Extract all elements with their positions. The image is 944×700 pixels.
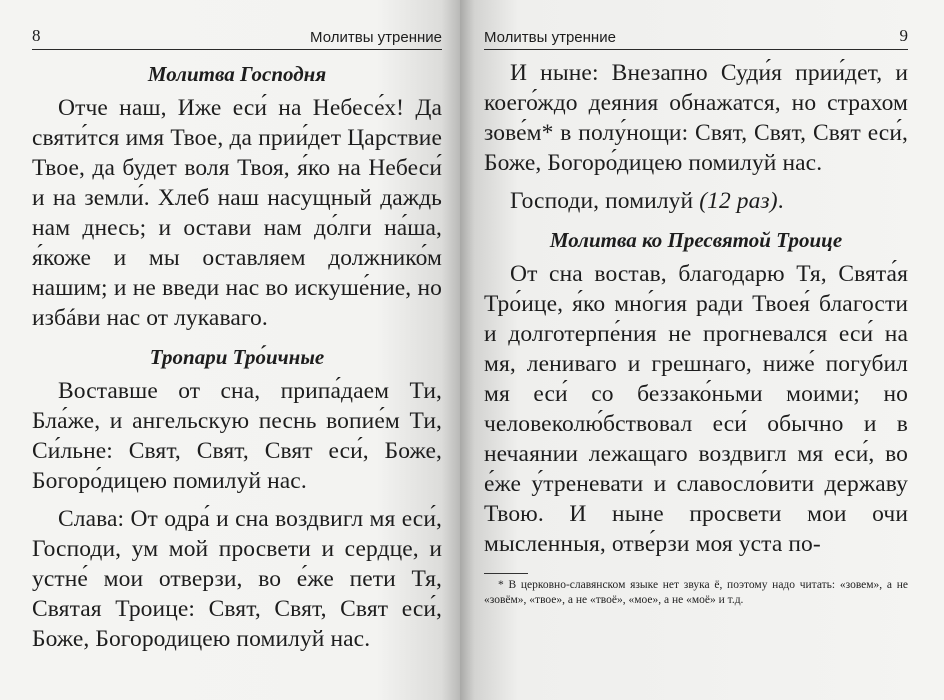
right-page-header (484, 26, 908, 50)
intro-paragraph: И ныне: Внезапно Суди́я прии́дет, и коего́ждо деяния обнажатся, но страхом зове́м* в полу́нощи: Свят, Свят, Свят еси́, Боже, Богоро́дицею помилуй нас. (484, 60, 908, 176)
section-title-troparia: Тропари Тро́ичные (149, 345, 325, 369)
kyrie-count: (12 раз) (699, 188, 778, 214)
lords-prayer-text: Отче наш, Иже еси́ на Небесе́х! Да святи́тся имя Твое, да прии́дет Царствие Твое, да будет воля Твоя, я́ко на Небеси́ и на земли́. Хлеб наш насущный даждь нам днесь; и остави нам до́лги на́ша, я́коже и мы оставляем должнико́м нашим; и не введи нас во искуше́ние, но избáви нас от лукаваго. (32, 95, 442, 331)
section-title-lords-prayer: Молитва Господня (147, 62, 327, 86)
right-page (460, 0, 944, 700)
kyrie-end: . (777, 188, 784, 214)
left-page-header (32, 26, 442, 50)
page-number-right: 9 (899, 26, 908, 45)
running-head-right: Молитвы утренние (484, 29, 616, 46)
footnote: * В церковно-славянском языке нет звука ё, поэтому надо читать: «зовем», а не «зовём», «твое», а не «твоё», «мое», а не «моё» и т.д. (484, 579, 908, 606)
running-head-left: Молитвы утренние (310, 29, 442, 46)
section-title-trinity-prayer: Молитва ко Пресвятой Троице (549, 228, 843, 252)
kyrie-line (484, 186, 908, 216)
kyrie-text: Господи, помилуй (510, 188, 694, 214)
footnote-divider (484, 573, 528, 574)
left-page (0, 0, 460, 700)
troparia-paragraph-1: Воставше от сна, припа́даем Ти, Бла́же, и ангельскую песнь вопие́м Ти, Си́льне: Свят, Свят, Свят еси́, Боже, Богоро́дицею помилуй нас. (32, 378, 442, 494)
page-number-left: 8 (32, 26, 41, 45)
trinity-prayer-text: От сна востав, благодарю Тя, Свята́я Тро́ице, я́ко мно́гия ради Твоея́ благости и долготерпе́ния не прогневался еси́ на мя, лениваго и грешнаго, ниже́ погубил мя еси́ со беззако́ньми моими; но человеколю́бствовал еси́ обычно и в нечаянии лежащаго воздвигл мя еси́, во е́же у́треневати и славосло́вити державу Твою. И ныне просвети мои очи мысленныя, отве́рзи моя уста по- (484, 261, 908, 557)
troparia-paragraph-2: Слава: От одра́ и сна воздвигл мя еси́, Господи, ум мой просвети и сердце, и устне́ мои отверзи, во е́же пети Тя, Святая Троице: Свят, Свят, Свят еси́, Боже, Богородицею помилуй нас. (32, 506, 442, 652)
